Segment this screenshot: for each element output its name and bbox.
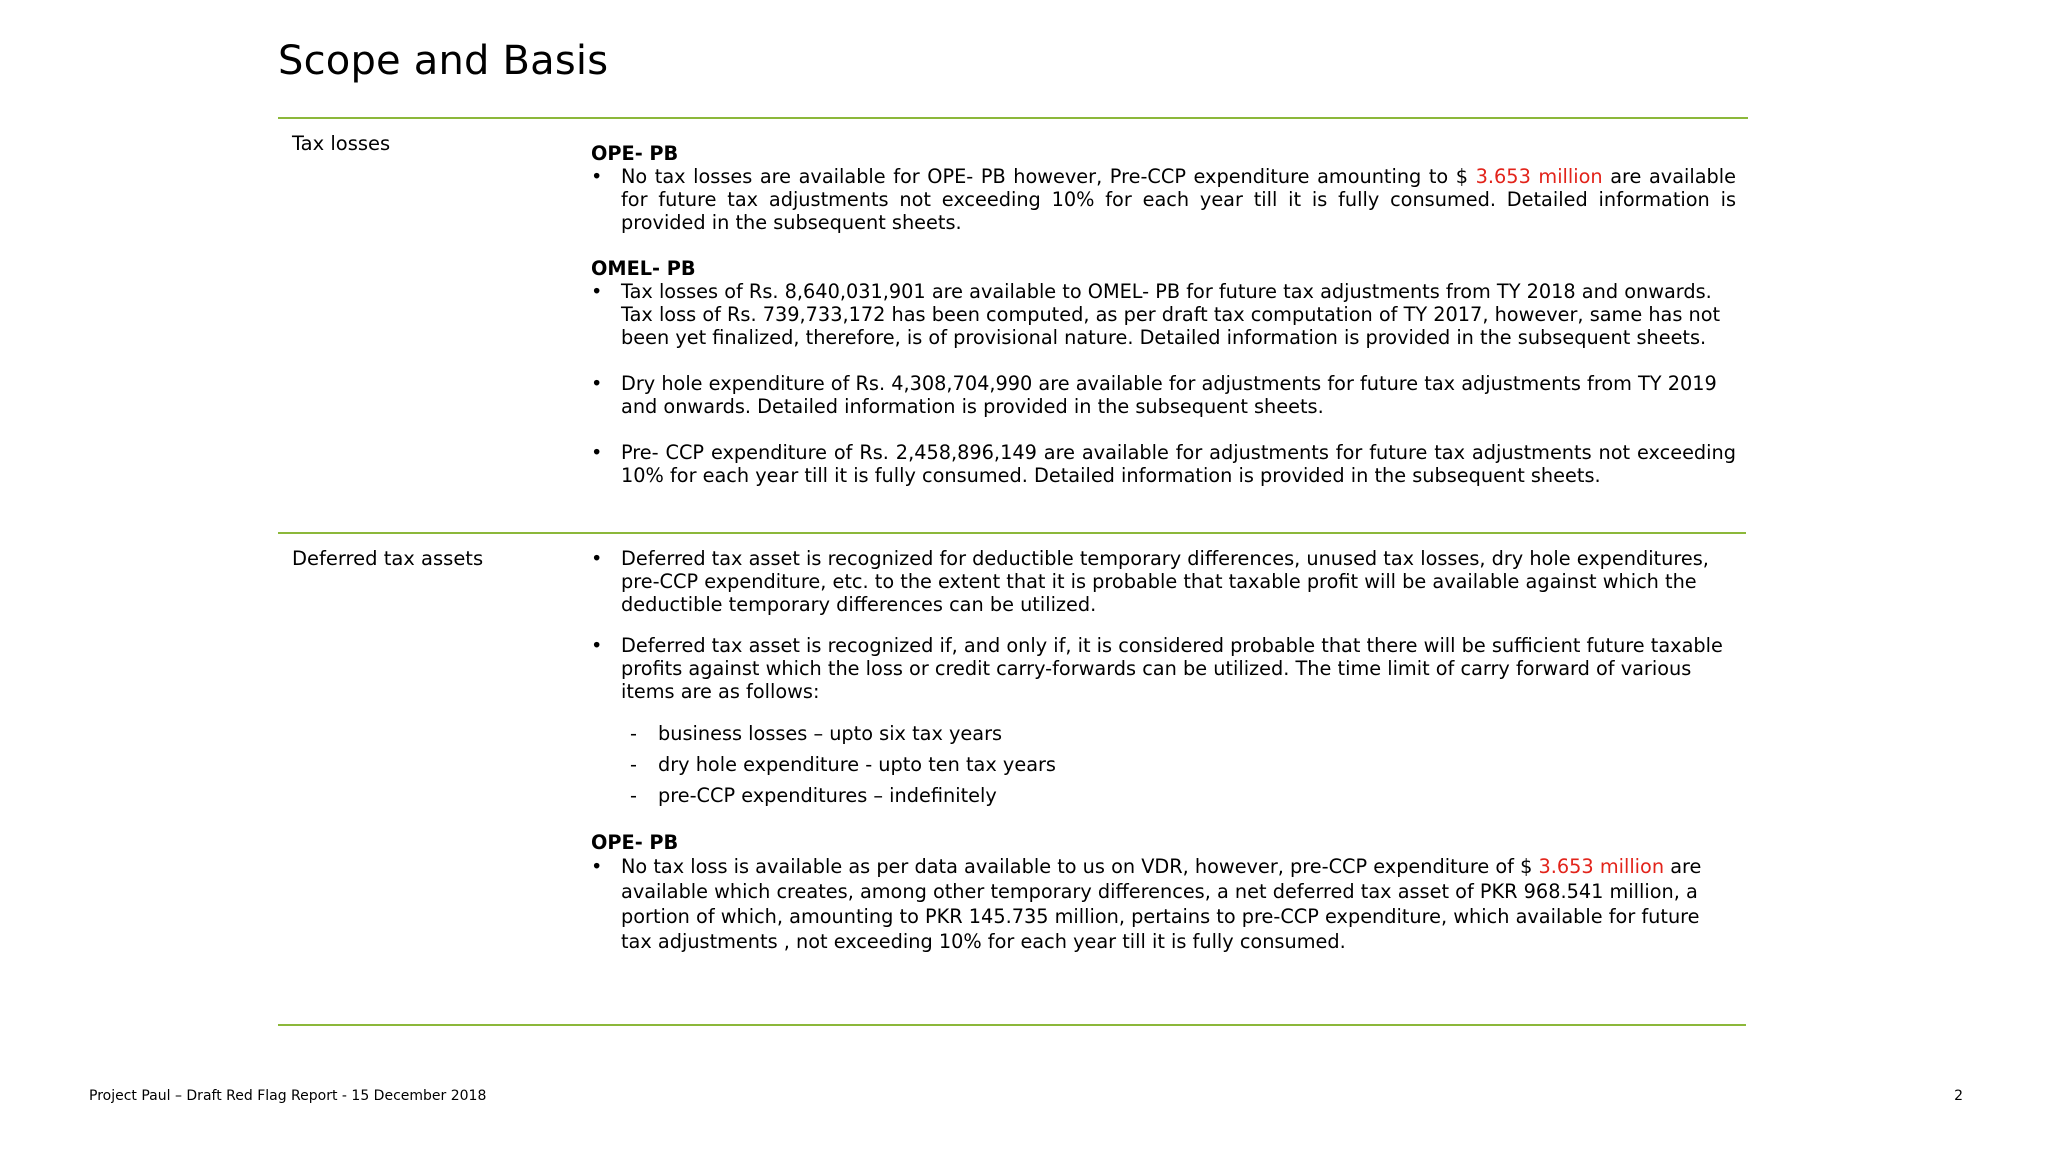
tax-losses-content xyxy=(591,142,1736,487)
bullet-glyph: • xyxy=(591,165,603,188)
omel-pb-tax-losses-text: Tax losses of Rs. 8,640,031,901 are available to OMEL- PB for future tax adjustments from TY 2018 and onwards. Tax loss of Rs. 739,733,172 has been computed, as per draft tax computation of TY 2017, however, same has not been yet finalized, therefore, is of provisional nature. Detailed information is provided in the subsequent sheets. xyxy=(621,280,1721,349)
page-number: 2 xyxy=(1954,1088,1963,1104)
omel-pb-bullet-dry-hole xyxy=(591,372,1736,418)
carry-forward-item xyxy=(591,722,1736,745)
middle-rule xyxy=(278,532,1746,534)
omel-pb-bullet-tax-losses xyxy=(591,280,1736,349)
deferred-ope-pb-amount: 3.653 million xyxy=(1538,855,1665,878)
carry-forward-list xyxy=(591,722,1736,807)
carry-forward-text: business losses – upto six tax years xyxy=(658,722,1003,745)
deferred-ope-pb-text-start: No tax loss is available as per data available to us on VDR, however, pre-CCP expenditure of $ xyxy=(621,855,1539,878)
bullet-glyph: • xyxy=(591,634,603,657)
bullet-glyph: • xyxy=(591,441,603,464)
omel-pb-dry-hole-text: Dry hole expenditure of Rs. 4,308,704,990 are available for adjustments for future tax adjustments from TY 2019 and onwards. Detailed information is provided in the subsequent sheets. xyxy=(621,372,1717,418)
dash-glyph: - xyxy=(630,753,637,776)
carry-forward-text: pre-CCP expenditures – indefinitely xyxy=(658,784,997,807)
bullet-glyph: • xyxy=(591,280,603,303)
ope-pb-amount: 3.653 million xyxy=(1475,165,1603,188)
ope-pb-text-start: No tax losses are available for OPE- PB however, Pre-CCP expenditure amounting to $ xyxy=(621,165,1476,188)
omel-pb-pre-ccp-text: Pre- CCP expenditure of Rs. 2,458,896,149 are available for adjustments for future tax adjustments not exceeding 10% for each year till it is fully consumed. Detailed information is provided in the subsequent sheets. xyxy=(621,441,1736,487)
ope-pb-bullet xyxy=(591,165,1736,234)
ope-pb-text-end: are available for future tax adjustments not exceeding 10% for each year till it is fully consumed. Detailed information is provided in the subsequent sheets. xyxy=(621,165,1736,234)
bullet-glyph: • xyxy=(591,372,603,395)
deferred-tax-assets-label: Deferred tax assets xyxy=(292,547,484,570)
deferred-recognition-text: Deferred tax asset is recognized for deductible temporary differences, unused tax losses, dry hole expenditures, pre-CCP expenditure, etc. to the extent that it is probable that taxable profit will be available against which the deductible temporary differences can be utilized. xyxy=(621,547,1709,616)
omel-pb-bullet-pre-ccp xyxy=(591,441,1736,487)
deferred-ope-pb-bullet xyxy=(591,854,1736,954)
deferred-probable-text: Deferred tax asset is recognized if, and only if, it is considered probable that there will be sufficient future taxable profits against which the loss or credit carry-forwards can be utilized. The time limit of carry forward of various items are as follows: xyxy=(621,634,1723,703)
carry-forward-text: dry hole expenditure - upto ten tax years xyxy=(658,753,1056,776)
ope-pb-heading: OPE- PB xyxy=(591,142,679,165)
omel-pb-heading: OMEL- PB xyxy=(591,257,696,280)
deferred-bullet-probable xyxy=(591,634,1736,703)
tax-losses-label: Tax losses xyxy=(292,132,391,155)
deferred-ope-pb-heading: OPE- PB xyxy=(591,831,679,854)
deferred-tax-assets-content xyxy=(591,547,1736,954)
deferred-ope-pb-text-end: are available which creates, among other temporary differences, a net deferred tax asset of PKR 968.541 million, a portion of which, amounting to PKR 145.735 million, pertains to pre-CCP expenditure, which available for future tax adjustments , not exceeding 10% for each year till it is fully consumed. xyxy=(621,855,1702,953)
bottom-rule xyxy=(278,1024,1746,1026)
deferred-bullet-recognition xyxy=(591,547,1736,616)
page-title: Scope and Basis xyxy=(278,38,609,84)
footer-report-title: Project Paul – Draft Red Flag Report - 15 December 2018 xyxy=(89,1088,487,1104)
bullet-glyph: • xyxy=(591,547,603,570)
dash-glyph: - xyxy=(630,722,637,745)
bullet-glyph: • xyxy=(591,855,603,878)
carry-forward-item xyxy=(591,753,1736,776)
dash-glyph: - xyxy=(630,784,637,807)
top-rule xyxy=(278,117,1748,119)
carry-forward-item xyxy=(591,784,1736,807)
